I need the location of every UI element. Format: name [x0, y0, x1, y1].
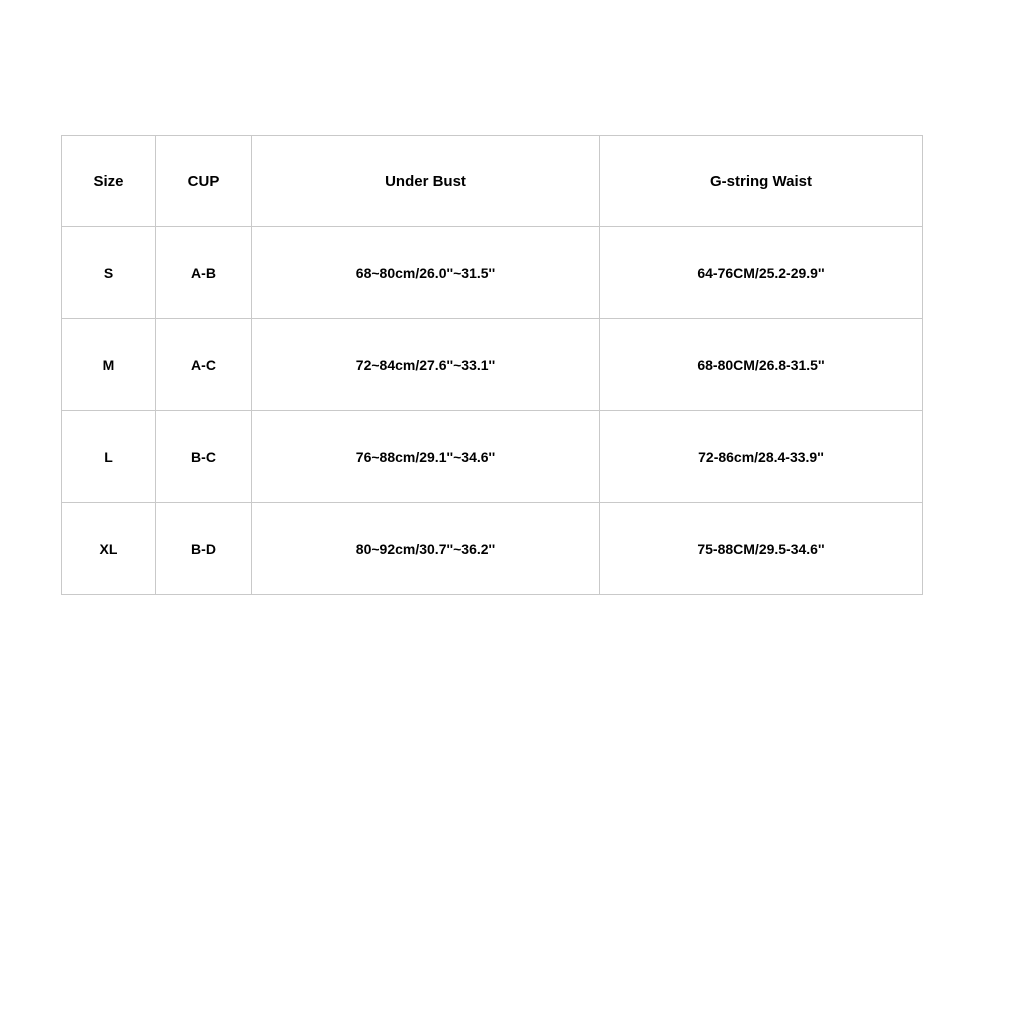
table-header [62, 136, 923, 227]
cell-g-string-waist: 72-86cm/28.4-33.9'' [600, 411, 923, 503]
table-row [62, 319, 923, 411]
cell-cup: A-C [156, 319, 252, 411]
cell-cup: B-C [156, 411, 252, 503]
cell-under-bust: 80~92cm/30.7''~36.2'' [252, 503, 600, 595]
column-header-g-string-waist: G-string Waist [600, 136, 923, 227]
cell-size: L [62, 411, 156, 503]
size-chart-table [61, 135, 923, 595]
cell-under-bust: 76~88cm/29.1''~34.6'' [252, 411, 600, 503]
table-row [62, 503, 923, 595]
cell-g-string-waist: 64-76CM/25.2-29.9'' [600, 227, 923, 319]
cell-cup: A-B [156, 227, 252, 319]
table-row [62, 411, 923, 503]
cell-size: S [62, 227, 156, 319]
cell-g-string-waist: 68-80CM/26.8-31.5'' [600, 319, 923, 411]
cell-under-bust: 68~80cm/26.0''~31.5'' [252, 227, 600, 319]
table-body [62, 227, 923, 595]
column-header-under-bust: Under Bust [252, 136, 600, 227]
column-header-size: Size [62, 136, 156, 227]
table-row [62, 227, 923, 319]
cell-size: XL [62, 503, 156, 595]
table-header-row [62, 136, 923, 227]
cell-size: M [62, 319, 156, 411]
cell-cup: B-D [156, 503, 252, 595]
column-header-cup: CUP [156, 136, 252, 227]
cell-under-bust: 72~84cm/27.6''~33.1'' [252, 319, 600, 411]
cell-g-string-waist: 75-88CM/29.5-34.6'' [600, 503, 923, 595]
